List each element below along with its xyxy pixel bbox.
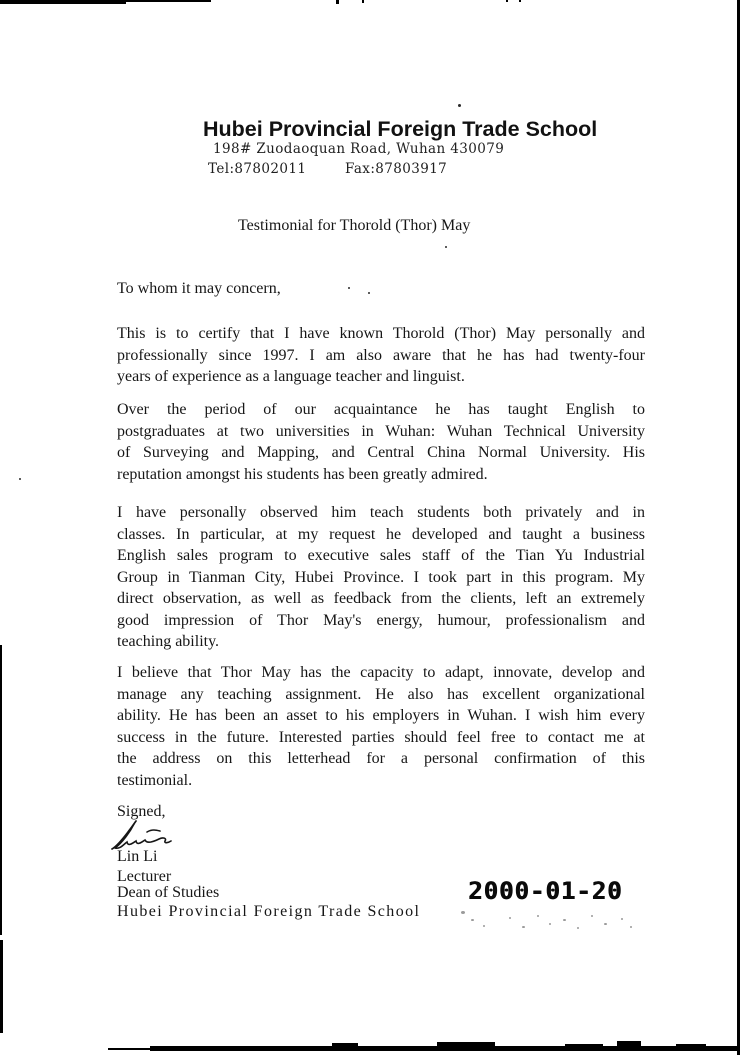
scan-artifact-bottom-tick [332, 1043, 358, 1046]
letter-line: of Surveying and Mapping, and Central China Normal University. His [117, 444, 645, 461]
scan-artifact-top-tick [336, 0, 339, 4]
stamp-speck [483, 925, 485, 927]
scan-artifact-bottom-tick [676, 1044, 706, 1046]
signed-label: Signed, [117, 803, 166, 820]
letter-line: classes. In particular, at my request he developed and taught a business [117, 525, 645, 543]
scan-artifact-top-tick [519, 0, 521, 2]
scan-artifact-bottom-tick [437, 1042, 495, 1046]
letter-line: direct observation, as well as feedback from the clients, left an extremely [117, 590, 645, 607]
letter-line: postgraduates at two universities in Wuhan: Wuhan Technical University [117, 422, 645, 440]
stamp-speck [630, 926, 632, 928]
letter-line: years of experience as a language teacher and linguist. [117, 368, 465, 385]
stamp-speck [604, 923, 607, 925]
signatory-name: Lin Li [117, 848, 158, 865]
letter-line: This is to certify that I have known Thorold (Thor) May personally and [117, 325, 645, 342]
scan-artifact-bottom-line [108, 1048, 150, 1050]
letter-line: manage any teaching assignment. He also has excellent organizational [117, 685, 645, 703]
scan-speck [348, 287, 350, 289]
stamp-speck [461, 911, 465, 914]
signatory-role-lecturer: Lecturer [117, 868, 172, 885]
stamp-speck [549, 923, 551, 925]
letter-title: Testimonial for Thorold (Thor) May [238, 217, 471, 234]
letterhead-address: 198# Zuodaoquan Road, Wuhan 430079 [213, 141, 505, 157]
letterhead-fax: Fax:87803917 [345, 161, 448, 177]
letter-line: English sales program to executive sales staff of the Tian Yu Industrial [117, 547, 645, 564]
letter-line: I believe that Thor May has the capacity to adapt, innovate, develop and [117, 664, 645, 681]
stamp-speck [471, 919, 474, 921]
letter-paragraph [117, 323, 645, 388]
stamp-speck [522, 926, 525, 928]
letter-line: teaching ability. [117, 633, 220, 650]
stamp-speck [509, 917, 511, 919]
stamp-speck [577, 927, 579, 929]
scan-artifact-bottom-tick [565, 1044, 603, 1046]
letter-line: success in the future. Interested parties should feel free to contact me at [117, 728, 645, 746]
scan-artifact-top-line [126, 0, 211, 2]
letter-line: testimonial. [117, 771, 193, 789]
scan-artifact-right-edge [737, 0, 740, 1055]
letter-line: reputation amongst his students has been greatly admired. [117, 465, 488, 483]
letter-line: Group in Tianman City, Hubei Province. I took part in this program. My [117, 568, 645, 586]
scan-speck [368, 292, 370, 294]
scan-speck [19, 478, 21, 480]
scan-artifact-left-edge [0, 940, 3, 1033]
salutation: To whom it may concern, [117, 280, 281, 297]
letter-line: professionally since 1997. I am also aware that he has had twenty-four [117, 346, 645, 364]
scan-artifact-top-tick [506, 0, 508, 2]
letterhead-tel: Tel:87802011 [208, 161, 307, 177]
stamp-speck [537, 915, 539, 917]
letter-line: ability. He has been an asset to his employers in Wuhan. I wish him every [117, 707, 645, 724]
stamp-speck [621, 918, 623, 920]
letter-line: I have personally observed him teach students both privately and in [117, 504, 645, 521]
scan-artifact-left-edge [0, 645, 2, 935]
scan-artifact-top-tick [362, 0, 364, 3]
scan-artifact-bottom-tick [617, 1041, 641, 1046]
letterhead-school-name: Hubei Provincial Foreign Trade School [203, 117, 598, 141]
scan-artifact-top-bar [0, 0, 126, 4]
letter-paragraph [117, 399, 645, 485]
stamp-speck [563, 919, 566, 921]
letter-paragraph [117, 502, 645, 653]
letter-paragraph [117, 662, 645, 791]
scan-speck [445, 246, 447, 248]
scan-speck [458, 104, 461, 107]
date-stamp: 2000-01-20 [468, 877, 623, 905]
stamp-speck [591, 915, 593, 917]
letter-line: Over the period of our acquaintance he has taught English to [117, 401, 645, 418]
letter-line: the address on this letterhead for a personal confirmation of this [117, 750, 645, 767]
scan-artifact-bottom-band [150, 1046, 737, 1051]
signatory-role-dean: Dean of Studies [117, 884, 220, 901]
letter-line: good impression of Thor May's energy, humour, professionalism and [117, 611, 645, 629]
signatory-organization: Hubei Provincial Foreign Trade School [117, 903, 421, 920]
